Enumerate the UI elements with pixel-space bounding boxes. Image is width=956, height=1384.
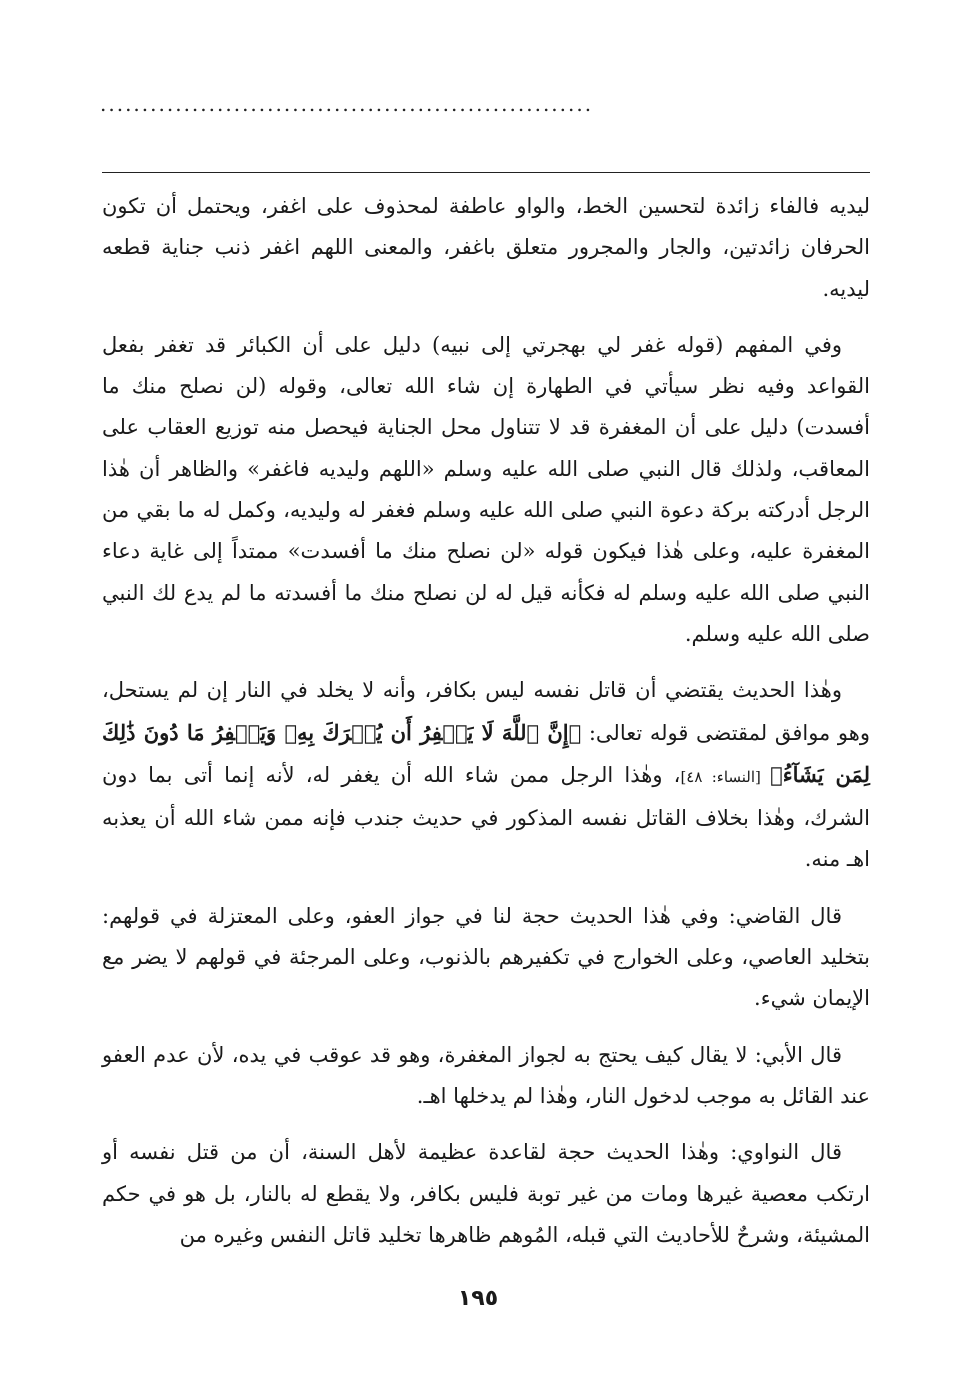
main-text [102,186,870,1271]
header-dotted-line: ........................................................... [100,92,594,116]
paragraph-3-after: ، وهٰذا الرجل ممن شاء الله أن يغفر له، لأنه إنما أتى بما دون الشرك، وهٰذا بخلاف القاتل نفسه المذكور في حديث جندب فإنه ممن شاء الله أن يعذبه اهـ منه. [102,762,870,872]
verse-reference: [النساء: ٤٨] [680,767,771,786]
paragraph-3 [102,670,870,880]
quran-verse: ﴿إِنَّ ٱللَّهَ لَا يَغۡفِرُ أَن يُشۡرَكَ بِهِۦ وَيَغۡفِرُ مَا دُونَ ذَٰلِكَ لِمَن يَشَآءُ﴾ [102,719,870,787]
page-number: ١٩٥ [457,1286,499,1311]
paragraph-1: ليديه فالفاء زائدة لتحسين الخط، والواو عاطفة لمحذوف على اغفر، ويحتمل أن تكون الحرفان زائدتين، والجار والمجرور متعلق باغفر، والمعنى اللهم اغفر ذنب جناية قطعه ليديه. [102,194,870,301]
header-rule [102,172,870,173]
paragraph-6: قال النواوي: وهٰذا الحديث حجة لقاعدة عظيمة لأهل السنة، أن من قتل نفسه أو ارتكب معصية غيرها ومات من غير توبة فليس بكافر، ولا يقطع له بالنار، بل هو في حكم المشيئة، وشرحٌ للأحاديث التي قبله، المُوهم ظاهرها تخليد قاتل النفس وغيره من [102,1140,870,1247]
paragraph-3-before: وهٰذا الحديث يقتضي أن قاتل نفسه ليس بكافر، وأنه لا يخلد في النار إن لم يستحل، وهو موافق لمقتضى قوله تعالى: [102,678,870,745]
paragraph-4: قال القاضي: وفي هٰذا الحديث حجة لنا في جواز العفو، وعلى المعتزلة في قولهم: بتخليد العاصي، وعلى الخوارج في تكفيرهم بالذنوب، وعلى المرجئة في قولهم لا يضر مع الإيمان شيء. [102,903,870,1011]
paragraph-2: وفي المفهم (قوله غفر لي بهجرتي إلى نبيه) دليل على أن الكبائر قد تغفر بفعل القواعد وفيه نظر سيأتي في الطهارة إن شاء الله تعالى، وقوله (لن نصلح منك ما أفسدت) دليل على أن المغفرة قد لا تتناول محل الجناية فيحصل منه توزيع العقاب على المعاقب، ولذلك قال النبي صلى الله عليه وسلم «اللهم وليديه فاغفر» والظاهر أن هٰذا الرجل أدركته بركة دعوة النبي صلى الله عليه وسلم فغفر له وليديه، وكمل له ما بقي من المغفرة عليه، وعلى هٰذا فيكون قوله «لن نصلح منك ما أفسدت» ممتداً إلى غاية دعاء النبي صلى الله عليه وسلم له فكأنه قيل له لن نصلح منك ما أفسدته ما لم يدع لك النبي صلى الله عليه وسلم. [102,332,870,646]
paragraph-5: قال الأبي: لا يقال كيف يحتج به لجواز المغفرة، وهو قد عوقب في يده، لأن عدم العفو عند القائل به موجب لدخول النار، وهٰذا لم يدخلها اهـ. [102,1042,870,1108]
